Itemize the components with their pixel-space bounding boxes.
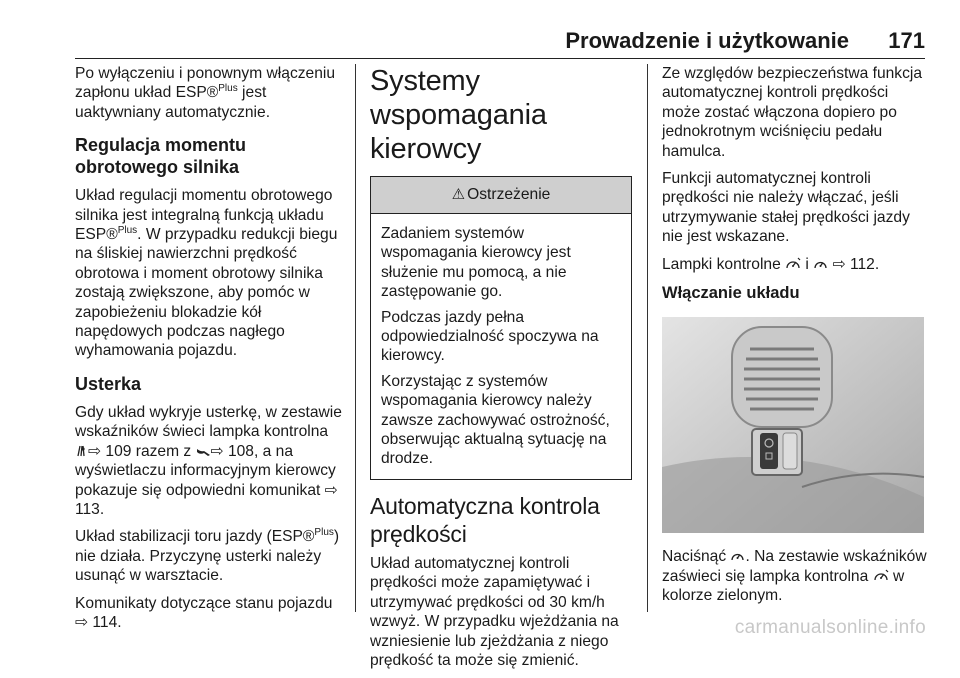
- paragraph: Korzystając z systemów wspomagania kierowcy należy zawsze zachowywać ostrożność, obserwując aktualną sytuację na drodze.: [381, 372, 610, 468]
- page-title: Prowadzenie i użytkowanie: [565, 28, 849, 53]
- paragraph: Układ automatycznej kontroli prędkości może zapamiętywać i utrzymywać prędkości od 30 km/h wzwyż. W przypadku wjeżdżania na wzniesienie lub zjeżdżania z niego prędkość ta może się zmienić.: [370, 554, 619, 669]
- warning-box: [370, 176, 632, 480]
- page-header: [75, 24, 925, 59]
- cruise-control-button-icon[interactable]: [760, 433, 778, 469]
- heading-regulacja: Regulacja momentu obrotowego silnika: [75, 135, 247, 178]
- dashboard-illustration: [662, 317, 924, 533]
- page-number: 171: [888, 28, 925, 53]
- paragraph: Gdy układ wykryje usterkę, w zestawie wskaźników świeci lampka kontrolna ⇨ 109 razem z ⇨ 108, a na wyświetlaczu informacyjnym kierowcy pokazuje się odpowiedni komunikat ⇨ 113.: [75, 403, 342, 518]
- cruise-control-icon: [873, 569, 889, 583]
- heading-systemy: Systemy wspomagania kierowcy: [370, 65, 547, 165]
- paragraph: Naciśnąć . Na zestawie wskaźników zaświeci się lampka kontrolna w kolorze zielonym.: [662, 548, 927, 605]
- paragraph: Po wyłączeniu i ponownym włączeniu zapłonu układ ESP®$^{Plus}$ jest uaktywniany automatycznie.: [75, 65, 336, 121]
- paragraph: Lampki kontrolne i ⇨ 112.: [662, 255, 880, 273]
- cruise-control-icon: [813, 258, 828, 271]
- cruise-control-icon: [785, 257, 801, 271]
- column-divider: [647, 64, 648, 612]
- paragraph: Funkcji automatycznej kontroli prędkości nie należy włączać, jeśli utrzymywanie stałej prędkości jazdy nie jest wskazane.: [662, 170, 910, 246]
- column-divider: [355, 64, 356, 612]
- paragraph: Ze względów bezpieczeństwa funkcja automatycznej kontroli prędkości może zostać włączona dopiero po jednokrotnym wciśnięciu pedału hamulca.: [662, 65, 923, 160]
- warning-body: [371, 214, 631, 479]
- page-reference-arrow-icon: ⇨: [210, 442, 224, 460]
- column-2: [370, 64, 632, 678]
- paragraph: Układ stabilizacji toru jazdy (ESP®$^{Plus}$) nie działa. Przyczynę usterki należy usunąć w warsztacie.: [75, 527, 340, 585]
- paragraph: Podczas jazdy pełna odpowiedzialność spoczywa na kierowcy.: [381, 308, 599, 365]
- dashboard-photo: [662, 317, 924, 533]
- paragraph: Zadaniem systemów wspomagania kierowcy jest służenie mu pomocą, a nie zastępowanie go.: [381, 225, 571, 301]
- heading-wlaczanie: Włączanie układu: [662, 284, 800, 303]
- page-reference-arrow-icon: ⇨: [832, 255, 846, 273]
- heading-automatyczna: Automatyczna kontrola prędkości: [370, 492, 600, 547]
- page-reference-arrow-icon: ⇨: [324, 481, 338, 499]
- esp-warning-icon: [75, 444, 88, 457]
- column-1: [75, 64, 345, 640]
- tyre-icon: [196, 446, 211, 457]
- warning-header: ⚠ Ostrzeżenie: [371, 177, 631, 214]
- cruise-control-button-icon: [730, 550, 745, 563]
- warning-triangle-icon: ⚠: [451, 186, 466, 203]
- page-reference-arrow-icon: ⇨: [88, 442, 102, 460]
- page-reference-arrow-icon: ⇨: [75, 613, 89, 631]
- paragraph: Układ regulacji momentu obrotowego silnika jest integralną funkcją układu ESP®$^{Plus}$. W przypadku redukcji biegu na śliskiej nawierzchni prędkość obrotowa i moment obrotowy silnika zostają zwiększone, aby pomóc w zapobieżeniu blokadzie kół napędowych podczas nagłego wyhamowania pojazdu.: [75, 187, 338, 360]
- paragraph: Komunikaty dotyczące stanu pojazdu ⇨ 114.: [75, 594, 333, 631]
- watermark: carmanualsonline.info: [734, 617, 926, 638]
- heading-usterka: Usterka: [75, 373, 142, 394]
- column-3: [662, 64, 927, 614]
